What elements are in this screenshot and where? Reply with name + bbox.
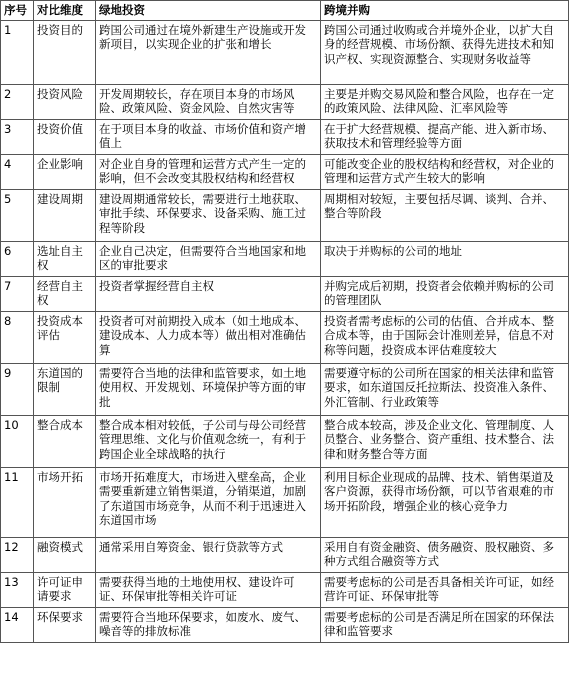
row-number: 6 (1, 241, 34, 276)
row-number: 9 (1, 363, 34, 415)
row-dimension: 投资风险 (34, 84, 96, 119)
header-dimension: 对比维度 (34, 1, 96, 21)
row-dimension: 投资价值 (34, 119, 96, 154)
row-dimension: 许可证申请要求 (34, 572, 96, 607)
row-ma: 需要考虑标的公司是否满足所在国家的环保法律和监管要求 (321, 607, 569, 642)
row-dimension: 整合成本 (34, 415, 96, 467)
row-dimension: 融资模式 (34, 537, 96, 572)
row-ma: 需要遵守标的公司所在国家的相关法律和监管要求，如东道国反托拉斯法、投资准入条件、外汇管制、行业政策等 (321, 363, 569, 415)
row-greenfield: 建设周期通常较长，需要进行土地获取、审批手续、环保要求、设备采购、施工过程等阶段 (96, 189, 321, 241)
table-row (1, 537, 569, 572)
row-dimension: 投资目的 (34, 20, 96, 84)
row-greenfield: 整合成本相对较低，子公司与母公司经营管理思维、文化与价值观念统一，有利于跨国企业全球战略的执行 (96, 415, 321, 467)
table-row (1, 467, 569, 537)
row-number: 7 (1, 276, 34, 311)
row-dimension: 企业影响 (34, 154, 96, 189)
row-greenfield: 对企业自身的管理和运营方式产生一定的影响，但不会改变其股权结构和经营权 (96, 154, 321, 189)
row-ma: 周期相对较短，主要包括尽调、谈判、合并、整合等阶段 (321, 189, 569, 241)
header-seq: 序号 (1, 1, 34, 21)
row-ma: 采用自有资金融资、债务融资、股权融资、多种方式组合融资等方式 (321, 537, 569, 572)
row-number: 14 (1, 607, 34, 642)
row-greenfield: 跨国公司通过在境外新建生产设施或开发新项目，以实现企业的扩张和增长 (96, 20, 321, 84)
row-number: 1 (1, 20, 34, 84)
row-dimension: 建设周期 (34, 189, 96, 241)
table-row (1, 84, 569, 119)
row-number: 3 (1, 119, 34, 154)
table-row (1, 276, 569, 311)
row-dimension: 市场开拓 (34, 467, 96, 537)
row-greenfield: 需要符合当地的法律和监管要求，如土地使用权、开发规划、环境保护等方面的审批 (96, 363, 321, 415)
table-row (1, 311, 569, 363)
header-greenfield: 绿地投资 (96, 1, 321, 21)
row-greenfield: 开发周期较长，存在项目本身的市场风险、政策风险、资金风险、自然灾害等 (96, 84, 321, 119)
row-greenfield: 需要符合当地环保要求，如废水、废气、噪音等的排放标准 (96, 607, 321, 642)
table-row (1, 189, 569, 241)
header-cross-border-ma: 跨境并购 (321, 1, 569, 21)
table-row (1, 241, 569, 276)
row-number: 4 (1, 154, 34, 189)
table-row (1, 119, 569, 154)
row-greenfield: 市场开拓难度大，市场进入壁垒高，企业需要重新建立销售渠道，分销渠道，加剧了东道国市场竞争，从而不利于迅速进入东道国市场 (96, 467, 321, 537)
row-greenfield: 需要获得当地的土地使用权、建设许可证、环保审批等相关许可证 (96, 572, 321, 607)
table-row (1, 363, 569, 415)
table-row (1, 415, 569, 467)
row-number: 8 (1, 311, 34, 363)
row-dimension: 选址自主权 (34, 241, 96, 276)
table-row (1, 607, 569, 642)
row-number: 12 (1, 537, 34, 572)
row-dimension: 投资成本评估 (34, 311, 96, 363)
table-row (1, 20, 569, 84)
row-greenfield: 在于项目本身的收益、市场价值和资产增值上 (96, 119, 321, 154)
row-greenfield: 通常采用自筹资金、银行贷款等方式 (96, 537, 321, 572)
row-number: 2 (1, 84, 34, 119)
row-ma: 整合成本较高，涉及企业文化、管理制度、人员整合、业务整合、资产重组、技术整合、法律和财务整合等方面 (321, 415, 569, 467)
row-ma: 可能改变企业的股权结构和经营权，对企业的管理和运营方式产生较大的影响 (321, 154, 569, 189)
row-ma: 取决于并购标的公司的地址 (321, 241, 569, 276)
row-greenfield: 投资者可对前期投入成本（如土地成本、建设成本、人力成本等）做出相对准确估算 (96, 311, 321, 363)
table-header-row (1, 1, 569, 21)
row-ma: 在于扩大经营规模、提高产能、进入新市场、获取技术和管理经验等方面 (321, 119, 569, 154)
row-greenfield: 投资者掌握经营自主权 (96, 276, 321, 311)
row-number: 5 (1, 189, 34, 241)
row-ma: 并购完成后初期，投资者会依赖并购标的公司的管理团队 (321, 276, 569, 311)
row-ma: 需要考虑标的公司是否具备相关许可证，如经营许可证、环保审批等 (321, 572, 569, 607)
row-greenfield: 企业自己决定，但需要符合当地国家和地区的审批要求 (96, 241, 321, 276)
row-ma: 利用目标企业现成的品牌、技术、销售渠道及客户资源，获得市场份额，可以节省艰难的市场开拓阶段，增强企业的核心竞争力 (321, 467, 569, 537)
row-number: 13 (1, 572, 34, 607)
row-number: 11 (1, 467, 34, 537)
row-dimension: 环保要求 (34, 607, 96, 642)
row-ma: 主要是并购交易风险和整合风险，也存在一定的政策风险、法律风险、汇率风险等 (321, 84, 569, 119)
row-dimension: 经营自主权 (34, 276, 96, 311)
row-ma: 跨国公司通过收购或合并境外企业，以扩大自身的经营规模、市场份额、获得先进技术和知识产权、实现资源整合、实现财务收益等 (321, 20, 569, 84)
table-row (1, 154, 569, 189)
row-dimension: 东道国的限制 (34, 363, 96, 415)
table-row (1, 572, 569, 607)
row-ma: 投资者需考虑标的公司的估值、合并成本、整合成本等，由于国际会计准则差异，信息不对称等问题，投资成本评估难度较大 (321, 311, 569, 363)
row-number: 10 (1, 415, 34, 467)
